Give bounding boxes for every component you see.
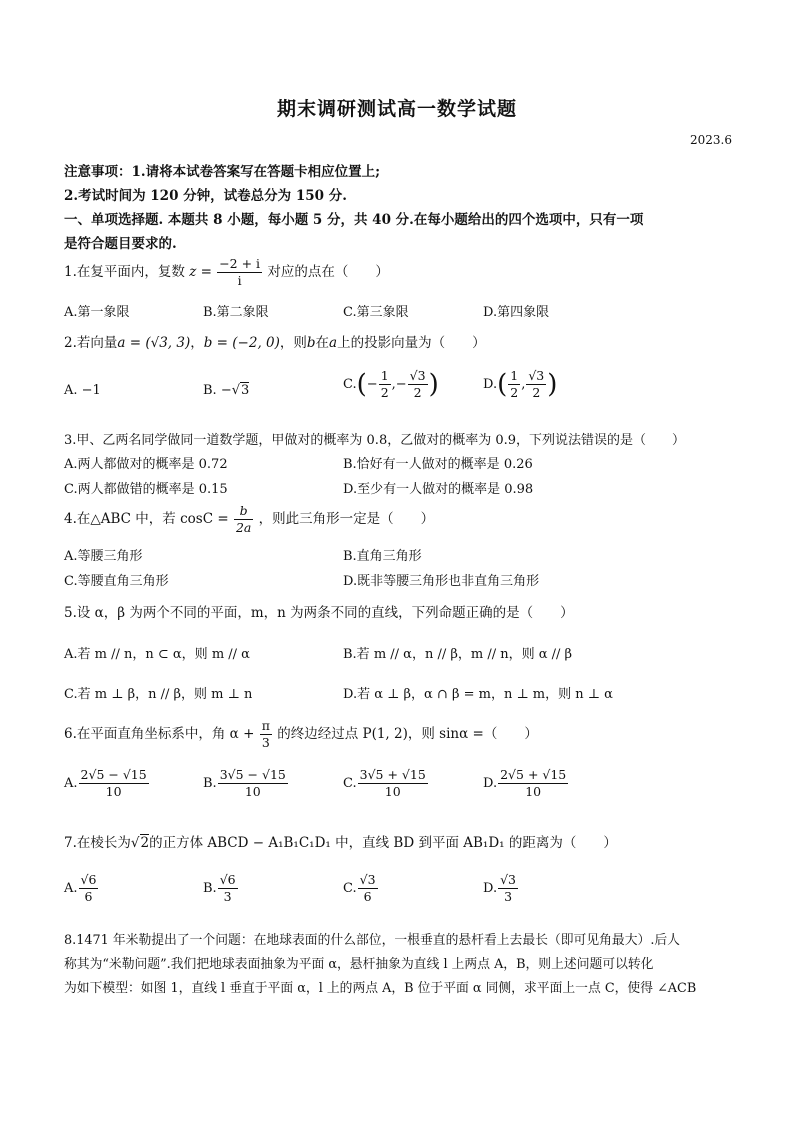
q5-option-b[interactable]: B.若 m // α，n // β，m // n，则 α // β	[343, 647, 573, 662]
q3-option-c[interactable]: C.两人都做错的概率是 0.15	[64, 482, 228, 497]
q2-option-a[interactable]: A. −1	[64, 383, 101, 398]
section1-heading-2: 是符合题目要求的.	[64, 236, 177, 252]
q1-fraction: $\frac{-2 + i}{i}$	[219, 256, 261, 288]
q3-option-d[interactable]: D.至少有一人做对的概率是 0.98	[343, 482, 534, 497]
q5-option-c[interactable]: C.若 m ⊥ β，n // β，则 m ⊥ n	[64, 687, 253, 702]
exam-date: 2023.6	[690, 133, 732, 147]
q6-option-d[interactable]: D. $\frac{2√5 + √15}{10}$	[483, 767, 567, 799]
q4-option-a[interactable]: A.等腰三角形	[64, 549, 143, 564]
q6-option-c[interactable]: C. $\frac{3√5 + √15}{10}$	[343, 767, 426, 799]
q6-option-a[interactable]: A. $\frac{2√5 - √15}{10}$	[64, 767, 147, 799]
question-8-line-2: 称其为“米勒问题”.我们把地球表面抽象为平面 α，悬杆抽象为直线 l 上两点 A，B，则上述问题可以转化	[64, 957, 654, 972]
q1-option-c[interactable]: C.第三象限	[343, 305, 409, 320]
notes-line-1: 注意事项：1.请将本试卷答案写在答题卡相应位置上;	[64, 164, 381, 180]
question-5: 5.设 α，β 为两个不同的平面，m，n 为两条不同的直线，下列命题正确的是（ ）	[64, 605, 574, 621]
q7-option-b[interactable]: B. $\frac{√6}{3}$	[203, 872, 236, 904]
question-4: 4.在△ABC 中，若 cosC = $\frac{b}{2a}$ ，则此三角形一定是（ ）	[64, 503, 435, 535]
q3-option-a[interactable]: A.两人都做对的概率是 0.72	[64, 457, 228, 472]
q1-option-d[interactable]: D.第四象限	[483, 305, 550, 320]
question-8-line-3: 为如下模型：如图 1，直线 l 垂直于平面 α，l 上的两点 A，B 位于平面 α 同侧，求平面上一点 C，使得 ∠ACB	[64, 981, 697, 996]
q7-option-c[interactable]: C. $\frac{√3}{6}$	[343, 872, 376, 904]
question-7: 7.在棱长为√2的正方体 ABCD − A₁B₁C₁D₁ 中，直线 BD 到平面 AB₁D₁ 的距离为（ ）	[64, 835, 617, 851]
q2-option-c[interactable]: C.(− $\frac{1}{2}$ ,− $\frac{√3}{2}$ )	[343, 368, 439, 400]
question-1: 1.在复平面内，复数 z = $\frac{-2 + i}{i}$ 对应的点在（ ）	[64, 256, 389, 288]
question-6: 6.在平面直角坐标系中，角 α + $\frac{\pi}{3}$ 的终边经过点 P(1, 2)，则 sinα =（ ）	[64, 718, 538, 750]
q1-option-a[interactable]: A.第一象限	[64, 305, 130, 320]
q2-option-d[interactable]: D.( $\frac{1}{2}$ , $\frac{√3}{2}$ )	[483, 368, 558, 400]
q7-option-a[interactable]: A. $\frac{√6}{6}$	[64, 872, 97, 904]
q3-option-b[interactable]: B.恰好有一人做对的概率是 0.26	[343, 457, 533, 472]
q5-option-d[interactable]: D.若 α ⊥ β，α ∩ β = m，n ⊥ m，则 n ⊥ α	[343, 687, 613, 702]
q7-option-d[interactable]: D. $\frac{√3}{3}$	[483, 872, 517, 904]
q6-option-b[interactable]: B. $\frac{3√5 - √15}{10}$	[203, 767, 286, 799]
question-2: 2.若向量a = (√3, 3)，b = (−2, 0)，则b在a上的投影向量为（ ）	[64, 335, 486, 351]
q6-pi-fraction: $\frac{\pi}{3}$	[261, 718, 270, 750]
notes-line-2: 2.考试时间为 120 分钟，试卷总分为 150 分.	[64, 188, 347, 204]
q4-option-d[interactable]: D.既非等腰三角形也非直角三角形	[343, 574, 540, 589]
q4-option-b[interactable]: B.直角三角形	[343, 549, 422, 564]
question-3: 3.甲、乙两名同学做同一道数学题，甲做对的概率为 0.8，乙做对的概率为 0.9，下列说法错误的是（ ）	[64, 433, 686, 448]
q5-option-a[interactable]: A.若 m // n，n ⊂ α，则 m // α	[64, 647, 250, 662]
question-8-line-1: 8.1471 年米勒提出了一个问题：在地球表面的什么部位，一根垂直的悬杆看上去最长（即可见角最大）.后人	[64, 933, 680, 948]
q4-fraction: $\frac{b}{2a}$	[235, 503, 252, 535]
q1-option-b[interactable]: B.第二象限	[203, 305, 269, 320]
q2-option-b[interactable]: B. −√3	[203, 383, 250, 398]
section1-heading-1: 一、单项选择题. 本题共 8 小题，每小题 5 分，共 40 分.在每小题给出的四个选项中，只有一项	[64, 212, 644, 228]
q4-option-c[interactable]: C.等腰直角三角形	[64, 574, 169, 589]
page-title: 期末调研测试高一数学试题	[276, 98, 517, 120]
